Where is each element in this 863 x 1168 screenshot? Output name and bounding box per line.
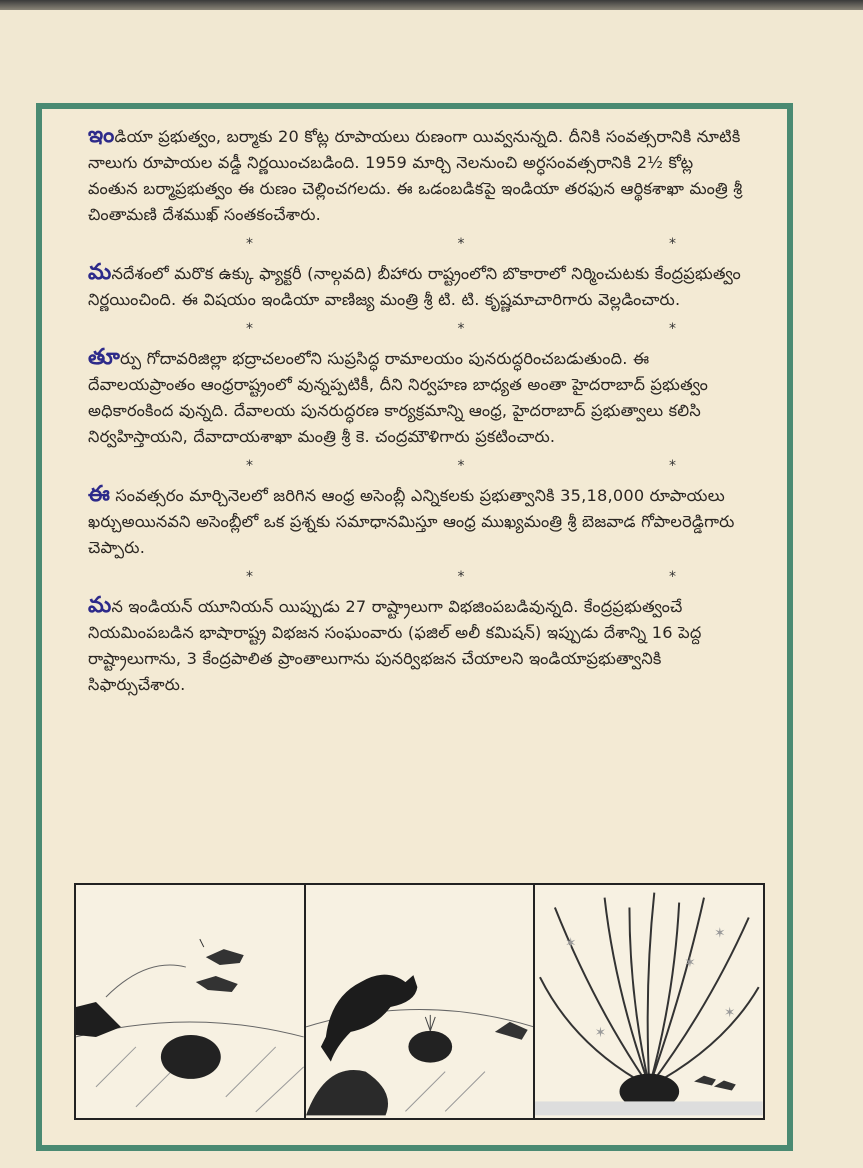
drop-initial: ఈ — [88, 482, 111, 507]
news-column — [88, 123, 748, 698]
star-icon: * — [246, 321, 253, 337]
svg-text:✶: ✶ — [724, 1004, 736, 1021]
star-icon: * — [246, 236, 253, 252]
star-icon: * — [669, 321, 676, 337]
separator-stars — [246, 237, 676, 251]
news-item-states-reorganisation — [88, 593, 748, 698]
drop-initial: మ — [88, 260, 112, 285]
star-icon: * — [669, 236, 676, 252]
paragraph-text: డియా ప్రభుత్వం, బర్మాకు 20 కోట్ల రూపాయలు రుణంగా యివ్వనున్నది. దీనికి సంవత్సరానికి నూటికి నాలుగు రూపాయల వడ్డీ నిర్ణయించబడింది. 1959 మార్చి నెలనుంచి అర్ధసంవత్సరానికి 2½ కోట్ల వంతున బర్మాప్రభుత్వం ఈ రుణం చెల్లించగలదు. ఈ ఒడంబడికపై ఇండియా తరఫున ఆర్థికశాఖా మంత్రి శ్రీ చింతామణి దేశముఖ్ సంతకంచేశారు. — [88, 127, 743, 224]
cat-leaping-illustration — [306, 885, 534, 1118]
scan-edge — [0, 0, 863, 10]
star-icon: * — [669, 569, 676, 585]
news-item-election-cost — [88, 482, 748, 561]
firework-explosion-illustration — [535, 885, 763, 1118]
svg-text:✶: ✶ — [594, 1024, 607, 1041]
drop-initial: ఇం — [88, 123, 115, 148]
comic-panel-3 — [535, 885, 763, 1118]
news-item-temple — [88, 345, 748, 450]
bordered-frame — [36, 103, 793, 1151]
svg-text:✶: ✶ — [565, 935, 577, 952]
star-icon: * — [457, 458, 465, 474]
separator-stars — [246, 570, 676, 584]
news-item-burma-loan — [88, 123, 748, 228]
cat-chasing-mice-illustration — [76, 885, 304, 1118]
news-item-steel-factory — [88, 260, 748, 313]
paragraph-text: నదేశంలో మరొక ఉక్కు ఫ్యాక్టరీ (నాల్గవది) బీహారు రాష్ట్రంలోని బొకారాలో నిర్మించుటకు కేంద్రప్రభుత్వం నిర్ణయించింది. ఈ విషయం ఇండియా వాణిజ్య మంత్రి శ్రీ టి. టి. కృష్ణమాచారిగారు వెల్లడించారు. — [88, 264, 741, 309]
star-icon: * — [246, 569, 253, 585]
svg-text:✶: ✶ — [714, 925, 726, 942]
paragraph-text: న ఇండియన్ యూనియన్ యిప్పుడు 27 రాష్ట్రాలుగా విభజింపబడివున్నది. కేంద్రప్రభుత్వంచే నియమింపబడిన భాషారాష్ట్ర విభజన సంఘంవారు (ఫజిల్ అలీ కమిషన్) ఇప్పుడు దేశాన్ని 16 పెద్ద రాష్ట్రాలుగాను, 3 కేంద్రపాలిత ప్రాంతాలుగాను పునర్విభజన చేయాలని ఇండియాప్రభుత్వానికి సిఫార్సుచేశారు. — [88, 597, 702, 694]
comic-strip — [74, 883, 765, 1120]
page — [0, 10, 863, 1168]
star-icon: * — [457, 236, 465, 252]
comic-panel-2 — [306, 885, 536, 1118]
star-icon: * — [457, 321, 465, 337]
drop-initial: తూ — [88, 345, 121, 370]
star-icon: * — [457, 569, 465, 585]
comic-panel-1 — [76, 885, 306, 1118]
drop-initial: మ — [88, 593, 112, 618]
svg-text:✶: ✶ — [684, 955, 697, 972]
paragraph-text: సంవత్సరం మార్చినెలలో జరిగిన ఆంధ్ర అసెంబ్లీ ఎన్నికలకు ప్రభుత్వానికి 35,18,000 రూపాయలు ఖర్చుఅయినవని అసెంబ్లీలో ఒక ప్రశ్నకు సమాధానమిస్తూ ఆంధ్ర ముఖ్యమంత్రి శ్రీ బెజవాడ గోపాలరెడ్డిగారు చెప్పారు. — [88, 486, 735, 557]
separator-stars — [246, 459, 676, 473]
paragraph-text: ర్పు గోదావరిజిల్లా భద్రాచలంలోని సుప్రసిద్ధ రామాలయం పునరుద్ధరించబడుతుంది. ఈ దేవాలయప్రాంతం ఆంధ్రరాష్ట్రంలో వున్నప్పటికీ, దీని నిర్వహణ బాధ్యత అంతా హైదరాబాద్ ప్రభుత్వం అధికారంకింద వున్నది. దేవాలయ పునరుద్ధరణ కార్యక్రమాన్ని ఆంధ్ర, హైదరాబాద్ ప్రభుత్వాలు కలిసి నిర్వహిస్తాయని, దేవాదాయశాఖా మంత్రి శ్రీ కె. చంద్రమౌళిగారు ప్రకటించారు. — [88, 349, 709, 446]
star-icon: * — [246, 458, 253, 474]
separator-stars — [246, 322, 676, 336]
star-icon: * — [669, 458, 676, 474]
